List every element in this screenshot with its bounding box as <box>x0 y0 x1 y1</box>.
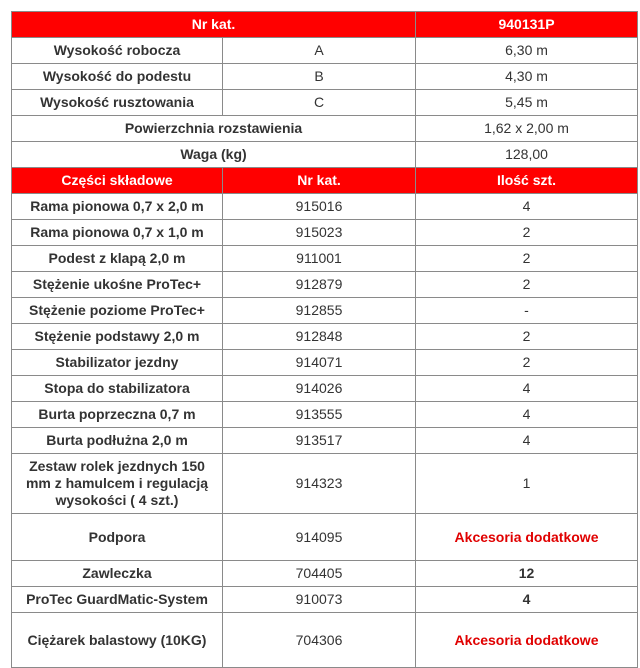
table-row <box>12 298 638 324</box>
part-name: Stężenie ukośne ProTec+ <box>12 272 223 298</box>
part-name: Podpora <box>12 514 223 561</box>
part-catalog-number: 912848 <box>223 324 416 350</box>
part-catalog-number: 914026 <box>223 376 416 402</box>
part-catalog-number: 913517 <box>223 428 416 454</box>
spec-name: Waga (kg) <box>12 142 416 168</box>
part-quantity: 4 <box>416 587 638 613</box>
spec-value: 5,45 m <box>416 90 638 116</box>
spec-value: 1,62 x 2,00 m <box>416 116 638 142</box>
part-catalog-number: 704405 <box>223 561 416 587</box>
spec-row <box>12 38 638 64</box>
table-row <box>12 454 638 514</box>
spec-row <box>12 90 638 116</box>
part-name: Burta poprzeczna 0,7 m <box>12 402 223 428</box>
parts-catalog-header: Nr kat. <box>223 168 416 194</box>
table-row <box>12 272 638 298</box>
part-quantity: 4 <box>416 402 638 428</box>
part-catalog-number: 914071 <box>223 350 416 376</box>
part-catalog-number: 911001 <box>223 246 416 272</box>
part-quantity: 2 <box>416 350 638 376</box>
parts-header-row <box>12 168 638 194</box>
spec-value: 128,00 <box>416 142 638 168</box>
part-quantity: 1 <box>416 454 638 514</box>
catalog-number: 940131P <box>416 12 638 38</box>
table-row <box>12 376 638 402</box>
product-spec-table <box>11 11 638 668</box>
part-name: Ciężarek balastowy (10KG) <box>12 613 223 668</box>
part-quantity: 2 <box>416 246 638 272</box>
part-name: ProTec GuardMatic-System <box>12 587 223 613</box>
table-row <box>12 587 638 613</box>
spec-name: Wysokość rusztowania <box>12 90 223 116</box>
table-row <box>12 246 638 272</box>
spec-row <box>12 116 638 142</box>
part-quantity: 4 <box>416 376 638 402</box>
part-name: Stężenie poziome ProTec+ <box>12 298 223 324</box>
part-name: Burta podłużna 2,0 m <box>12 428 223 454</box>
table-row <box>12 350 638 376</box>
part-name: Rama pionowa 0,7 x 2,0 m <box>12 194 223 220</box>
table-row <box>12 324 638 350</box>
table-row <box>12 402 638 428</box>
spec-name: Wysokość robocza <box>12 38 223 64</box>
spec-name: Powierzchnia rozstawienia <box>12 116 416 142</box>
part-catalog-number: 914323 <box>223 454 416 514</box>
part-name: Rama pionowa 0,7 x 1,0 m <box>12 220 223 246</box>
part-name: Podest z klapą 2,0 m <box>12 246 223 272</box>
part-quantity: Akcesoria dodatkowe <box>416 613 638 668</box>
spec-row <box>12 142 638 168</box>
part-catalog-number: 910073 <box>223 587 416 613</box>
spec-value: 6,30 m <box>416 38 638 64</box>
spec-header-row <box>12 12 638 38</box>
part-quantity: 2 <box>416 272 638 298</box>
catalog-label: Nr kat. <box>12 12 416 38</box>
spec-row <box>12 64 638 90</box>
table-row <box>12 220 638 246</box>
part-catalog-number: 915023 <box>223 220 416 246</box>
table-row <box>12 613 638 668</box>
part-catalog-number: 912879 <box>223 272 416 298</box>
table-row <box>12 194 638 220</box>
part-name: Stopa do stabilizatora <box>12 376 223 402</box>
part-catalog-number: 914095 <box>223 514 416 561</box>
spec-code: A <box>223 38 416 64</box>
spec-value: 4,30 m <box>416 64 638 90</box>
part-catalog-number: 913555 <box>223 402 416 428</box>
part-name: Stężenie podstawy 2,0 m <box>12 324 223 350</box>
spec-code: C <box>223 90 416 116</box>
part-quantity: Akcesoria dodatkowe <box>416 514 638 561</box>
part-quantity: 12 <box>416 561 638 587</box>
part-quantity: 2 <box>416 324 638 350</box>
spec-name: Wysokość do podestu <box>12 64 223 90</box>
part-catalog-number: 704306 <box>223 613 416 668</box>
part-catalog-number: 915016 <box>223 194 416 220</box>
table-row <box>12 514 638 561</box>
part-catalog-number: 912855 <box>223 298 416 324</box>
part-quantity: 2 <box>416 220 638 246</box>
part-name: Zestaw rolek jezdnych 150 mm z hamulcem i regulacją wysokości ( 4 szt.) <box>12 454 223 514</box>
part-quantity: 4 <box>416 194 638 220</box>
part-name: Zawleczka <box>12 561 223 587</box>
parts-name-header: Części składowe <box>12 168 223 194</box>
part-quantity: - <box>416 298 638 324</box>
parts-qty-header: Ilość szt. <box>416 168 638 194</box>
part-name: Stabilizator jezdny <box>12 350 223 376</box>
table-row <box>12 561 638 587</box>
table-row <box>12 428 638 454</box>
part-quantity: 4 <box>416 428 638 454</box>
spec-code: B <box>223 64 416 90</box>
